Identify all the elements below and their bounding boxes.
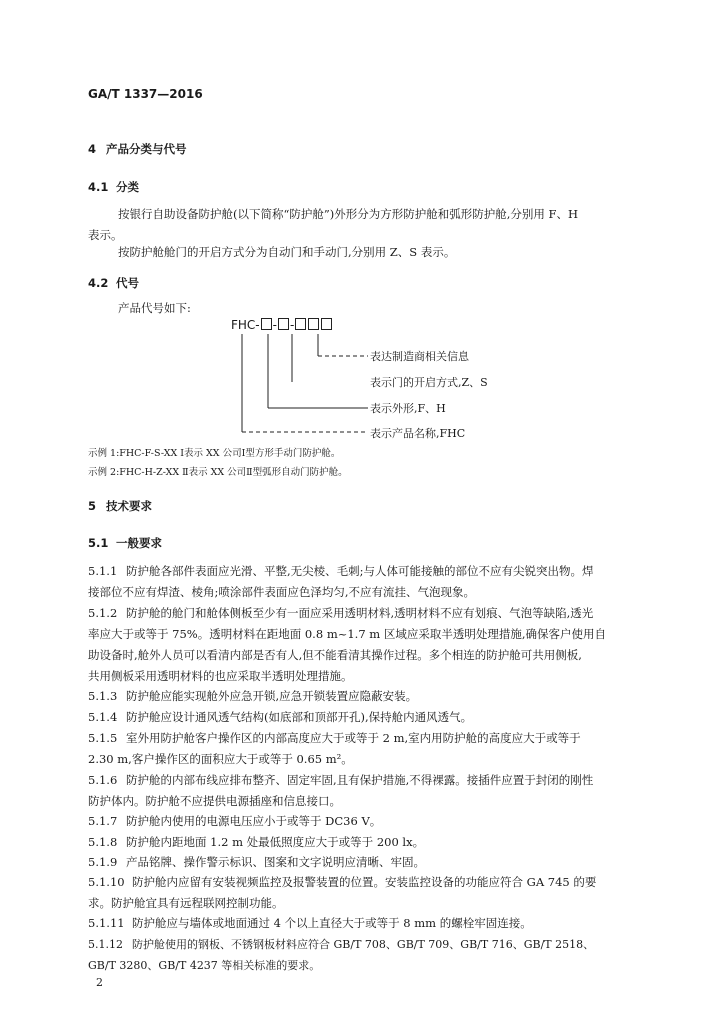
- clause-5-1-10: [88, 872, 648, 914]
- page-number: 2: [96, 976, 103, 989]
- clause-5-1-5: [88, 728, 648, 770]
- clause-5-1-2: [88, 603, 648, 687]
- clause-line: 防护舱各部件表面应光滑、平整,无尖棱、毛刺;与人体可能接触的部位不应有尖锐突出物。焊: [126, 564, 594, 578]
- section-title: 代号: [116, 276, 139, 290]
- label-name: 表示产品名称,FHC: [370, 427, 466, 440]
- clause-5-1-6: [88, 770, 648, 812]
- product-code-template: FHC- - -: [231, 318, 333, 332]
- section-4-2-heading: [88, 275, 139, 291]
- maker-box: [295, 318, 306, 330]
- clause-line: 防护舱应与墙体或地面通过 4 个以上直径大于或等于 8 mm 的螺栓牢固连接。: [132, 916, 532, 930]
- clause-5-1-12: [88, 934, 648, 976]
- clause-line: 率应大于或等于 75%。透明材料在距地面 0.8 m~1.7 m 区域应采取半透明处理措施,确保客户使用自: [88, 627, 607, 641]
- clause-line: 防护舱内距地面 1.2 m 处最低照度应大于或等于 200 lx。: [126, 835, 425, 849]
- clause-number: 5.1.5: [88, 731, 118, 745]
- clause-line: 防护舱内应留有安装视频监控及报警装置的位置。安装监控设备的功能应符合 GA 745 的要: [132, 875, 597, 889]
- label-shape: 表示外形,F、H: [370, 402, 446, 415]
- maker-box: [308, 318, 319, 330]
- clause-line: 防护舱内使用的电源电压应小于或等于 DC36 V。: [126, 814, 382, 828]
- section-title: 产品分类与代号: [106, 142, 187, 156]
- clause-number: 5.1.4: [88, 710, 118, 724]
- section-title: 分类: [116, 180, 139, 194]
- clause-number: 5.1.10: [88, 875, 125, 889]
- code-prefix: FHC-: [231, 318, 260, 332]
- clause-line: 室外用防护舱客户操作区的内部高度应大于或等于 2 m,室内用防护舱的高度应大于或等于: [126, 731, 581, 745]
- clause-line: 产品铭牌、操作警示标识、图案和文字说明应清晰、牢固。: [126, 855, 425, 869]
- clause-line: 防护舱的舱门和舱体侧板至少有一面应采用透明材料,透明材料不应有划痕、气泡等缺陷,透光: [126, 606, 594, 620]
- clause-number: 5.1.11: [88, 916, 125, 930]
- clause-5-1-11: [88, 913, 648, 934]
- clause-line: 防护体内。防护舱不应提供电源插座和信息接口。: [88, 794, 341, 808]
- clause-line: 助设备时,舱外人员可以看清内部是否有人,但不能看清其操作过程。多个相连的防护舱可共用侧板,: [88, 648, 582, 662]
- section-4-1-heading: [88, 179, 139, 195]
- section-number: 4.1: [88, 180, 109, 194]
- clause-line: 防护舱应能实现舱外应急开锁,应急开锁装置应隐蔽安装。: [126, 689, 418, 703]
- clause-line: 防护舱应设计通风透气结构(如底部和顶部开孔),保持舱内通风透气。: [126, 710, 473, 724]
- clause-line: 防护舱使用的钢板、不锈钢板材料应符合 GB/T 708、GB/T 709、GB/T 716、GB/T 2518、: [132, 938, 595, 951]
- code-diagram-lines: [230, 332, 380, 442]
- clause-line: 接部位不应有焊渣、棱角;喷涂部件表面应色泽均匀,不应有流挂、气泡现象。: [88, 585, 476, 599]
- paragraph-line: 按防护舱舱门的开启方式分为自动门和手动门,分别用 Z、S 表示。: [118, 245, 456, 259]
- section-5-heading: [88, 498, 152, 514]
- clause-5-1-1: [88, 561, 648, 603]
- clause-5-1-3: [88, 686, 648, 707]
- clause-number: 5.1.3: [88, 689, 118, 703]
- paragraph-line: 按银行自助设备防护舱(以下简称“防护舱”)外形分为方形防护舱和弧形防护舱,分别用 F、H: [118, 207, 579, 221]
- standard-code: GA/T 1337—2016: [88, 87, 203, 101]
- clause-5-1-4: [88, 707, 648, 728]
- clause-number: 5.1.9: [88, 855, 118, 869]
- clause-line: 共用侧板采用透明材料的也应采取半透明处理措施。: [88, 669, 353, 683]
- clause-line: 2.30 m,客户操作区的面积应大于或等于 0.65 m²。: [88, 752, 353, 766]
- section-title: 一般要求: [116, 536, 162, 550]
- clause-number: 5.1.6: [88, 773, 118, 787]
- clause-number: 5.1.12: [88, 938, 123, 951]
- label-door: 表示门的开启方式,Z、S: [370, 376, 488, 389]
- section-5-1-heading: [88, 535, 162, 551]
- clause-5-1-9: [88, 852, 648, 873]
- clause-number: 5.1.2: [88, 606, 118, 620]
- clause-line: 防护舱的内部布线应排布整齐、固定牢固,且有保护措施,不得裸露。接插件应置于封闭的刚性: [126, 773, 594, 787]
- section-number: 5.1: [88, 536, 109, 550]
- clause-number: 5.1.1: [88, 564, 118, 578]
- clause-line: 求。防护舱宜具有远程联网控制功能。: [88, 896, 284, 910]
- example-1: 示例 1:FHC-F-S-XX Ⅰ表示 XX 公司Ⅰ型方形手动门防护舱。: [88, 448, 341, 459]
- maker-box: [321, 318, 332, 330]
- paragraph-line: 产品代号如下:: [118, 301, 191, 315]
- clause-number: 5.1.7: [88, 814, 118, 828]
- label-maker: 表达制造商相关信息: [370, 350, 469, 363]
- section-number: 4: [88, 142, 97, 156]
- section-number: 4.2: [88, 276, 109, 290]
- paragraph-line: 表示。: [88, 228, 123, 242]
- section-number: 5: [88, 499, 97, 513]
- door-box: [278, 318, 289, 330]
- clause-line: GB/T 3280、GB/T 4237 等相关标准的要求。: [88, 959, 321, 972]
- clause-number: 5.1.8: [88, 835, 118, 849]
- example-2: 示例 2:FHC-H-Z-XX Ⅱ表示 XX 公司Ⅱ型弧形自动门防护舱。: [88, 467, 348, 478]
- clause-5-1-7: [88, 811, 648, 832]
- clause-5-1-8: [88, 832, 648, 853]
- shape-box: [261, 318, 272, 330]
- section-title: 技术要求: [106, 499, 152, 513]
- section-4-heading: [88, 141, 187, 157]
